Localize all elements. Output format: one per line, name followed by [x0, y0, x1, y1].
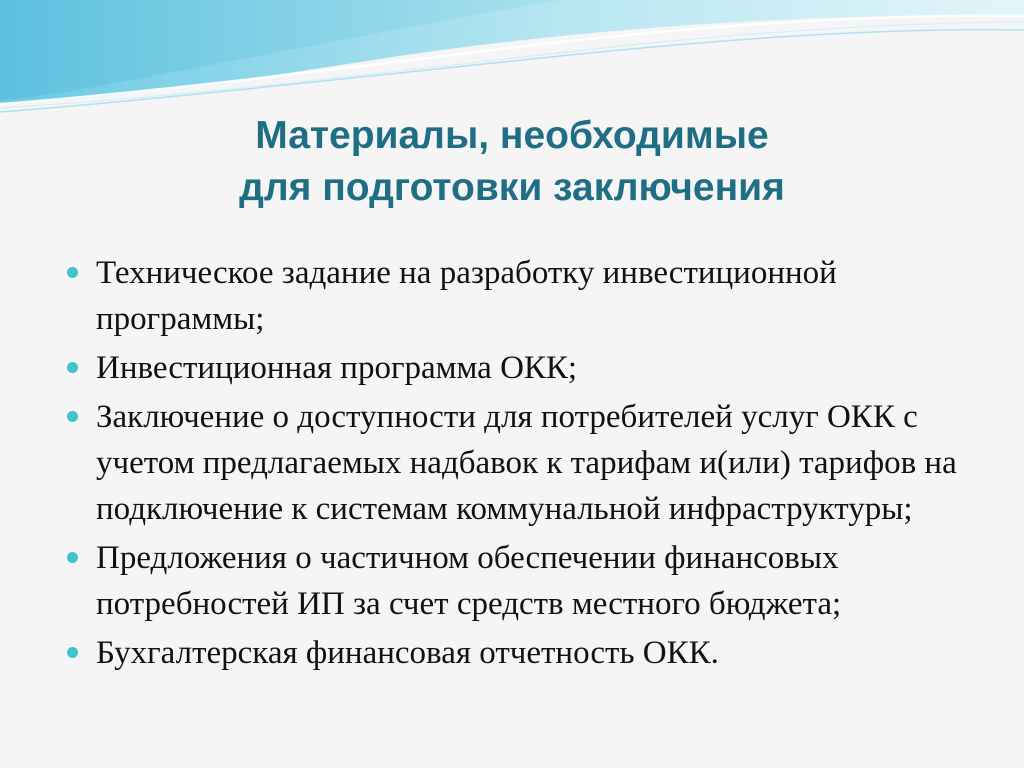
slide-title-line-1: Материалы, необходимые: [255, 114, 769, 157]
decorative-wave-header: [0, 0, 1024, 120]
bullet-item: [64, 535, 1004, 627]
slide-title: [0, 110, 1024, 214]
bullet-item: [64, 250, 1004, 342]
bullet-dot-icon: [67, 647, 78, 658]
bullet-list: [64, 250, 1004, 679]
bullet-item: [64, 394, 1004, 532]
bullet-dot-icon: [67, 362, 78, 373]
bullet-dot-icon: [67, 411, 78, 422]
bullet-item: [64, 630, 1004, 676]
bullet-text: Бухгалтерская финансовая отчетность ОКК.: [96, 635, 719, 671]
bullet-item: [64, 345, 1004, 391]
bullet-text: Техническое задание на разработку инвестиционной программы;: [96, 255, 837, 337]
bullet-dot-icon: [67, 552, 78, 563]
slide-title-line-2: для подготовки заключения: [239, 166, 785, 209]
bullet-text: Инвестиционная программа ОКК;: [96, 350, 578, 386]
bullet-dot-icon: [67, 267, 78, 278]
bullet-text: Заключение о доступности для потребителей услуг ОКК с учетом предлагаемых надбавок к тарифам и(или) тарифов на подключение к системам коммунальной инфраструктуры;: [96, 399, 957, 527]
bullet-text: Предложения о частичном обеспечении финансовых потребностей ИП за счет средств местного бюджета;: [96, 540, 842, 622]
